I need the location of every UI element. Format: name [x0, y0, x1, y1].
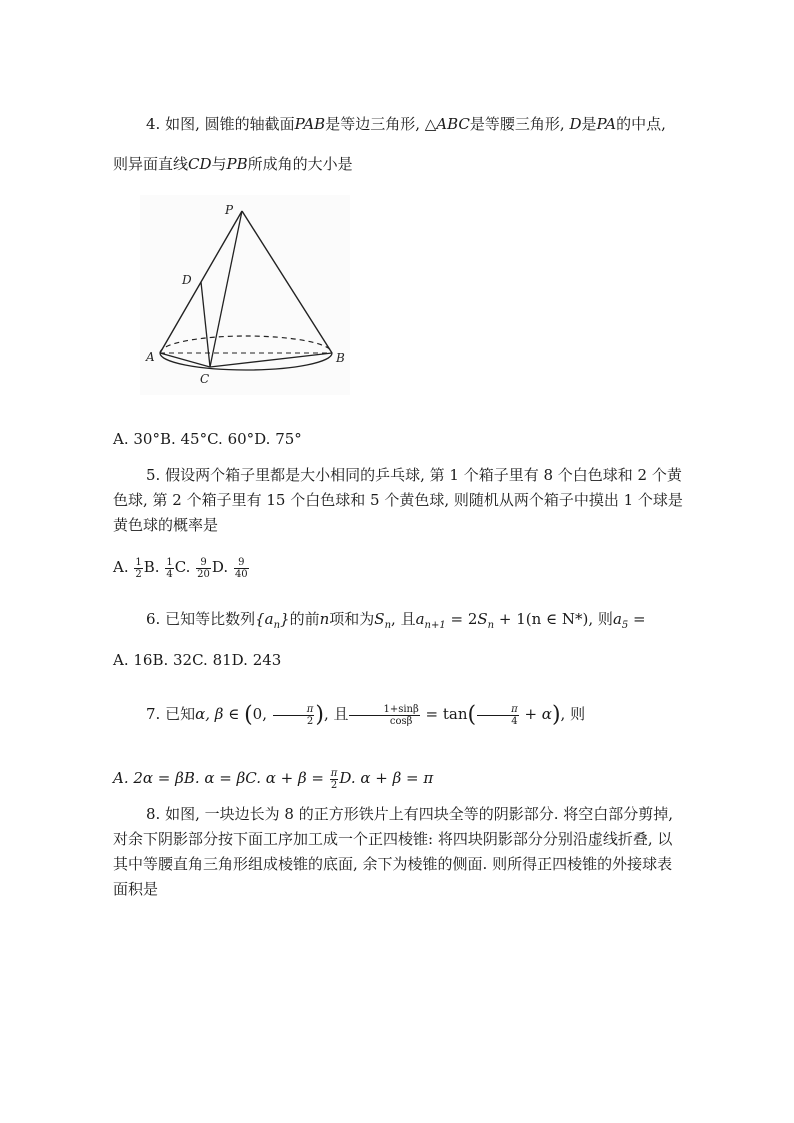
fraction: $\frac{1}{2}$	[135, 556, 142, 580]
q7-text: 7. 已知α, β ∈ (0, $\frac{\pi}{2}$ ), 且 $\frac{1+\sin\beta}{\cos\beta}$ = tan( $\frac{\pi}{4}$ + α), 则	[146, 702, 586, 728]
fraction: $\frac{9}{40}$	[234, 556, 248, 580]
q6-options: A. 16B. 32C. 81D. 243	[113, 651, 282, 669]
q4-line2: 则异面直线CD与PB所成角的大小是	[113, 155, 353, 173]
label-A: A	[146, 350, 155, 364]
fraction: $\frac{\pi}{2}$	[330, 767, 338, 791]
q4-line1: 4. 如图, 圆锥的轴截面PAB是等边三角形, △ABC是等腰三角形, D是PA的中点,	[146, 115, 666, 133]
label-B: B	[336, 351, 345, 365]
fraction: $\frac{1}{4}$	[166, 556, 173, 580]
fraction: $\frac{1+\sin\beta}{\cos\beta}$	[349, 704, 419, 727]
fraction: $\frac{9}{20}$	[197, 556, 210, 580]
cone-figure	[140, 195, 350, 395]
q7-options: A. 2α = βB. α = βC. α + β = $\frac{\pi}{2}$ D. α + β = π	[113, 767, 434, 791]
label-P: P	[225, 203, 234, 217]
q6-text: 6. 已知等比数列$\{a_n\}$的前n项和为$S_n$, 且$a_{n+1} = 2S_n + 1(n$ ∈ N*), 则$a_5$ =	[146, 610, 646, 631]
q4-options: A. 30°B. 45°C. 60°D. 75°	[113, 430, 302, 448]
q5-options: A. $\frac{1}{2}$ B. $\frac{1}{4}$ C. $\frac{9}{20}$ D. $\frac{9}{40}$	[113, 556, 248, 580]
q8-text: 8. 如图, 一块边长为 8 的正方形铁片上有四块全等的阴影部分. 将空白部分剪掉, 对余下阴影部分按下面工序加工成一个正四棱锥: 将四块阴影部分分别沿虚线折叠, 以其中等腰直角三角形组成棱锥的底面, 余下为棱锥的侧面. 则所得正四棱锥的外接球表面积是	[113, 805, 674, 898]
label-C: C	[200, 372, 210, 386]
fraction: $\frac{\pi}{4}$	[477, 704, 519, 727]
label-D: D	[182, 273, 192, 287]
q5-text: 5. 假设两个箱子里都是大小相同的乒乓球, 第 1 个箱子里有 8 个白色球和 2 个黄色球, 第 2 个箱子里有 15 个白色球和 5 个黄色球, 则随机从两个箱子中摸出 1 个球是黄色球的概率是	[113, 466, 683, 534]
fraction: $\frac{\pi}{2}$	[273, 704, 315, 727]
